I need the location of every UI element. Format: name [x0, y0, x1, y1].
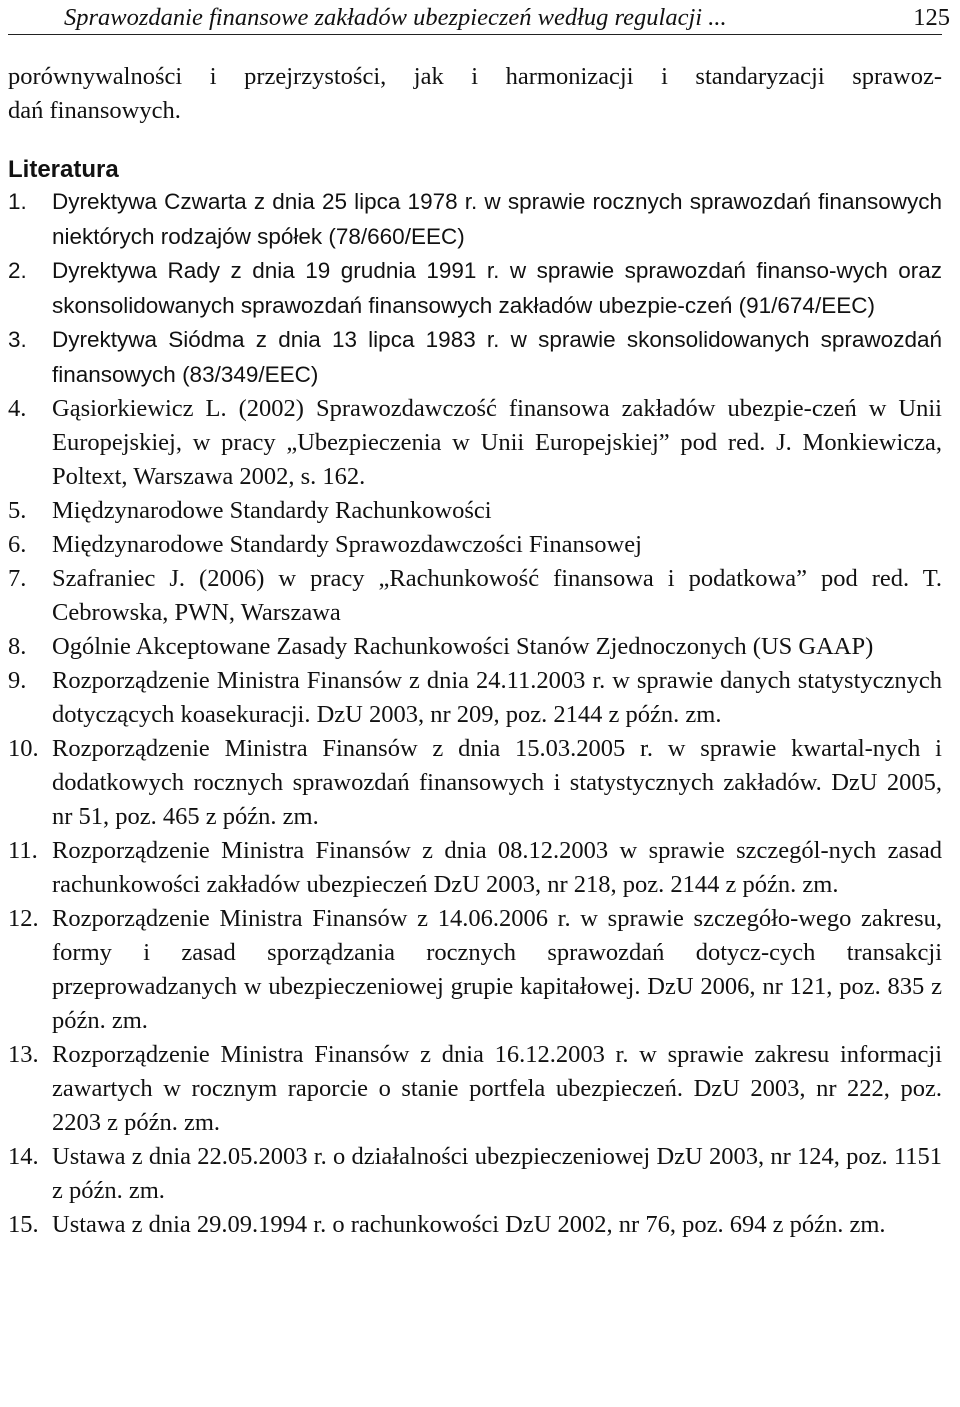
- reference-item: [8, 494, 942, 528]
- reference-item: [8, 1208, 942, 1242]
- reference-text: Ogólnie Akceptowane Zasady Rachunkowości Stanów Zjednoczonych (US GAAP): [52, 633, 874, 660]
- reference-item: [8, 664, 942, 732]
- reference-item: [8, 1038, 942, 1140]
- reference-number: 13.: [8, 1041, 39, 1068]
- reference-text: Rozporządzenie Ministra Finansów z dnia 15.03.2005 r. w sprawie kwartal-nych i dodatkowych rocznych sprawozdań finansowych i statystycznych zakładów. DzU 2005, nr 51, poz. 465 z późn. zm.: [52, 735, 942, 830]
- reference-number: 4.: [8, 395, 27, 422]
- reference-number: 15.: [8, 1211, 39, 1238]
- reference-text: Ustawa z dnia 29.09.1994 r. o rachunkowości DzU 2002, nr 76, poz. 694 z późn. zm.: [52, 1211, 886, 1238]
- reference-list-sans: [8, 185, 942, 392]
- reference-item: [8, 392, 942, 494]
- intro-paragraph: [8, 60, 942, 128]
- reference-list-serif: [8, 392, 942, 1242]
- reference-number: 9.: [8, 667, 27, 694]
- reference-text: Rozporządzenie Ministra Finansów z dnia 24.11.2003 r. w sprawie danych statystycznych dotyczących koasekuracji. DzU 2003, nr 209, poz. 2144 z późn. zm.: [52, 667, 942, 728]
- reference-text: Gąsiorkiewicz L. (2002) Sprawozdawczość finansowa zakładów ubezpie-czeń w Unii Europejskiej, w pracy „Ubezpieczenia w Unii Europejskiej” pod red. J. Monkiewicza, Poltext, Warszawa 2002, s. 162.: [52, 395, 942, 490]
- reference-text: Dyrektywa Rady z dnia 19 grudnia 1991 r. w sprawie sprawozdań finanso-wych oraz skonsolidowanych sprawozdań finansowych zakładów ubezpie-czeń (91/674/EEC): [52, 258, 942, 318]
- reference-number: 3.: [8, 327, 27, 352]
- intro-line: porównywalności i przejrzystości, jak i harmonizacji i standaryzacji sprawoz-: [8, 63, 942, 90]
- reference-text: Międzynarodowe Standardy Rachunkowości: [52, 497, 492, 524]
- reference-text: Szafraniec J. (2006) w pracy „Rachunkowość finansowa i podatkowa” pod red. T. Cebrowska, PWN, Warszawa: [52, 565, 942, 626]
- reference-number: 7.: [8, 565, 27, 592]
- reference-item: [8, 1140, 942, 1208]
- reference-number: 1.: [8, 189, 27, 214]
- running-header: [8, 2, 950, 35]
- running-header-title: Sprawozdanie finansowe zakładów ubezpieczeń według regulacji ...: [64, 4, 727, 31]
- reference-number: 6.: [8, 531, 27, 558]
- reference-number: 5.: [8, 497, 27, 524]
- reference-item: [8, 528, 942, 562]
- reference-item: [8, 185, 942, 254]
- reference-number: 2.: [8, 258, 27, 283]
- page-number: 125: [913, 4, 950, 31]
- reference-number: 8.: [8, 633, 27, 660]
- reference-text: Ustawa z dnia 22.05.2003 r. o działalności ubezpieczeniowej DzU 2003, nr 124, poz. 1151 z późn. zm.: [52, 1143, 942, 1204]
- reference-text: Rozporządzenie Ministra Finansów z dnia 08.12.2003 w sprawie szczegól-nych zasad rachunkowości zakładów ubezpieczeń DzU 2003, nr 218, poz. 2144 z późn. zm.: [52, 837, 942, 898]
- reference-item: [8, 562, 942, 630]
- intro-line: dań finansowych.: [8, 97, 181, 124]
- reference-item: [8, 834, 942, 902]
- reference-text: Dyrektywa Siódma z dnia 13 lipca 1983 r. w sprawie skonsolidowanych sprawozdań finansowych (83/349/EEC): [52, 327, 942, 387]
- reference-item: [8, 630, 942, 664]
- reference-item: [8, 254, 942, 323]
- reference-item: [8, 902, 942, 1038]
- reference-number: 12.: [8, 905, 39, 932]
- reference-number: 10.: [8, 735, 39, 762]
- literature-heading: Literatura: [8, 156, 119, 183]
- reference-text: Międzynarodowe Standardy Sprawozdawczości Finansowej: [52, 531, 642, 558]
- reference-text: Rozporządzenie Ministra Finansów z dnia 16.12.2003 r. w sprawie zakresu informacji zawartych w rocznym raporcie o stanie portfela ubezpieczeń. DzU 2003, nr 222, poz. 2203 z późn. zm.: [52, 1041, 942, 1136]
- reference-item: [8, 323, 942, 392]
- reference-item: [8, 732, 942, 834]
- reference-number: 11.: [8, 837, 38, 864]
- reference-number: 14.: [8, 1143, 39, 1170]
- reference-text: Dyrektywa Czwarta z dnia 25 lipca 1978 r. w sprawie rocznych sprawozdań finansowych niektórych rodzajów spółek (78/660/EEC): [52, 189, 942, 249]
- reference-text: Rozporządzenie Ministra Finansów z 14.06.2006 r. w sprawie szczegóło-wego zakresu, formy i zasad sporządzania rocznych sprawozdań dotycz-cych transakcji przeprowadzanych w ubezpieczeniowej grupie kapitałowej. DzU 2006, nr 121, poz. 835 z późn. zm.: [52, 905, 942, 1034]
